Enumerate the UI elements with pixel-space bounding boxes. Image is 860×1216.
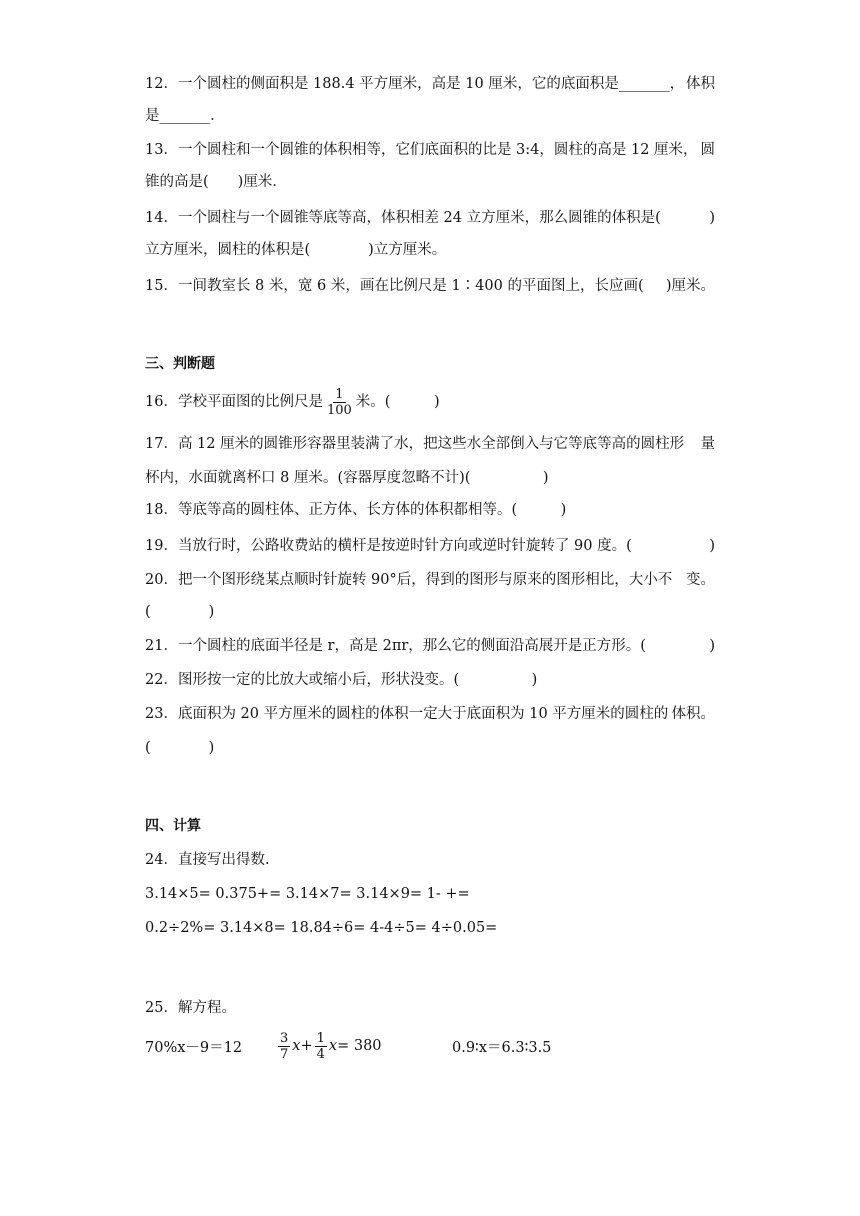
section-title-calculation: 四、计算 xyxy=(145,818,201,834)
fraction-denominator: 7 xyxy=(280,1046,289,1062)
question-15-text-end: )厘米。 xyxy=(665,278,715,294)
section-title-judgement: 三、判断题 xyxy=(145,356,215,372)
question-23-line-2: ( ) xyxy=(145,740,215,756)
fraction-denominator: 100 xyxy=(326,402,352,418)
question-17-line-1 xyxy=(145,434,715,454)
equation-2 xyxy=(276,1026,382,1066)
question-19-text-end: ) xyxy=(709,538,715,554)
question-24: 24．直接写出得数. xyxy=(145,852,270,868)
equation-3: 0.9∶x＝6.3∶3.5 xyxy=(452,1040,552,1056)
question-22: 22．图形按一定的比放大或缩小后，形状没变。( ) xyxy=(145,672,538,688)
question-13-line-1 xyxy=(145,140,715,160)
fraction-denominator: 4 xyxy=(316,1046,325,1062)
question-21-text-end: ) xyxy=(709,638,715,654)
fraction-1-4 xyxy=(315,1031,327,1062)
question-24-row-2: 0.2÷2%= 3.14×8= 18.84÷6= 4-4÷5= 4÷0.05= xyxy=(145,920,498,936)
variable-x: x xyxy=(292,1038,301,1054)
question-20-line-2: ( ) xyxy=(145,604,215,620)
question-13-text: 13．一个圆柱和一个圆锥的体积相等，它们底面积的比是 3:4，圆柱的高是 12 厘米， xyxy=(145,142,698,158)
question-25: 25．解方程。 xyxy=(145,1000,236,1016)
equation-2-rhs: = 380 xyxy=(337,1038,382,1054)
question-12-line-1 xyxy=(145,74,715,94)
question-14-line-1 xyxy=(145,208,715,228)
plus-sign: + xyxy=(300,1038,313,1054)
question-24-row-1: 3.14×5= 0.375+= 3.14×7= 3.14×9= 1- += xyxy=(145,886,470,902)
question-16 xyxy=(145,384,440,420)
question-14-text: 14．一个圆柱与一个圆锥等底等高，体积相差 24 立方厘米，那么圆锥的体积是( xyxy=(145,210,661,226)
question-17-text: 17．高 12 厘米的圆锥形容器里装满了水，把这些水全部倒入与它等底等高的圆柱形 xyxy=(145,436,685,452)
question-23-text: 23．底面积为 20 平方厘米的圆柱的体积一定大于底面积为 10 平方厘米的圆柱的 xyxy=(145,706,669,722)
equation-1: 70%x－9＝12 xyxy=(145,1040,243,1056)
question-23-text-end: 体积。 xyxy=(671,706,715,722)
question-17-text-end: 量 xyxy=(700,436,715,452)
question-12-line-2: 是_______． xyxy=(145,108,225,124)
question-21-text: 21．一个圆柱的底面半径是 r，高是 2πr，那么它的侧面沿高展开是正方形。( xyxy=(145,638,646,654)
variable-x: x xyxy=(328,1038,338,1054)
fraction-numerator: 3 xyxy=(280,1030,289,1046)
question-14-line-2: 立方厘米，圆柱的体积是( )立方厘米。 xyxy=(145,242,447,258)
fraction-numerator: 1 xyxy=(316,1030,325,1046)
question-15-text: 15．一间教室长 8 米，宽 6 米，画在比例尺是 1∶400 的平面图上，长应画( xyxy=(145,278,644,294)
fraction-1-100 xyxy=(325,387,354,418)
question-14-text-end: ) xyxy=(709,210,715,226)
fraction-3-7 xyxy=(278,1031,290,1062)
question-16-suffix: 米。( ) xyxy=(355,394,440,410)
question-16-prefix: 16．学校平面图的比例尺是 xyxy=(145,394,323,410)
question-12-text-end: 体积 xyxy=(686,76,715,92)
question-19-text: 19．当放行时，公路收费站的横杆是按逆时针方向或逆时针旋转了 90 度。( xyxy=(145,538,632,554)
question-15-line-1 xyxy=(145,276,715,296)
question-13-line-2: 锥的高是( )厘米． xyxy=(145,174,287,190)
question-20-line-1 xyxy=(145,570,715,590)
question-20-text: 20．把一个图形绕某点顺时针旋转 90°后，得到的图形与原来的图形相比，大小不 xyxy=(145,572,673,588)
question-13-text-end: 圆 xyxy=(700,142,715,158)
question-17-line-2: 杯内，水面就离杯口 8 厘米。(容器厚度忽略不计)( ) xyxy=(145,470,549,486)
fraction-numerator: 1 xyxy=(335,386,344,402)
question-20-text-end: 变。 xyxy=(686,572,715,588)
question-19-line-1 xyxy=(145,536,715,556)
question-23-line-1 xyxy=(145,704,715,724)
question-18: 18．等底等高的圆柱体、正方体、长方体的体积都相等。( ) xyxy=(145,502,567,518)
question-21-line-1 xyxy=(145,636,715,656)
question-12-text: 12．一个圆柱的侧面积是 188.4 平方厘米，高是 10 厘米，它的底面积是_______， xyxy=(145,76,685,92)
